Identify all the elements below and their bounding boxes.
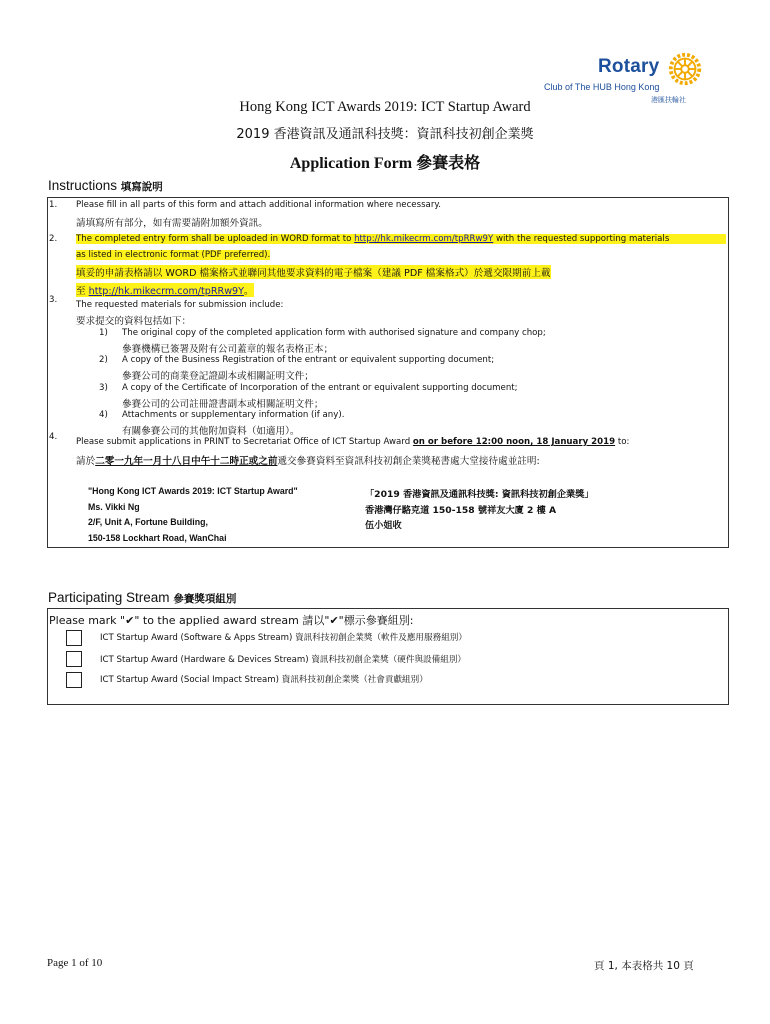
stream-checkbox-hardware[interactable] (66, 651, 82, 667)
sub-number: 1) (99, 328, 108, 338)
club-name: Club of The HUB Hong Kong (544, 82, 660, 92)
sub-number: 3) (99, 383, 108, 393)
address-en-line: 150-158 Lockhart Road, WanChai (88, 533, 227, 543)
address-en-line: "Hong Kong ICT Awards 2019: ICT Startup Award" (88, 486, 298, 496)
checkmark-icon: ✔ (125, 614, 135, 627)
page-number-en: Page 1 of 10 (47, 957, 103, 969)
stream-checkbox-software[interactable] (66, 630, 82, 646)
rotary-logo-text: Rotary (598, 56, 660, 77)
title-zh: 2019 香港資訊及通訊科技獎：資訊科技初創企業獎 (236, 127, 534, 142)
instruction-1-zh: 請填寫所有部分，如有需要請附加額外資訊。 (76, 218, 268, 229)
sub-number: 4) (99, 410, 108, 420)
upload-link[interactable]: http://hk.mikecrm.com/tpRRw9Y (354, 234, 494, 244)
sub-number: 2) (99, 355, 108, 365)
instruction-4-en: Please submit applications in PRINT to Secretariat Office of ICT Startup Award on or before 12:00 noon, 18 January 2019 to: (76, 437, 630, 447)
rotary-wheel-icon (666, 50, 704, 88)
item-number: 4. (49, 432, 58, 442)
sub-item-3-en: A copy of the Certificate of Incorporation of the entrant or equivalent supporting document; (122, 383, 518, 393)
sub-item-1-en: The original copy of the completed application form with authorised signature and company chop; (122, 328, 546, 338)
title-en: Hong Kong ICT Awards 2019: ICT Startup Award (239, 99, 531, 115)
address-en-line: Ms. Vikki Ng (88, 502, 140, 512)
item-number: 3. (49, 295, 58, 305)
instruction-2-zh-cont: 至 http://hk.mikecrm.com/tpRRw9Y。 (76, 283, 254, 297)
upload-link-zh[interactable]: http://hk.mikecrm.com/tpRRw9Y (88, 286, 245, 297)
item-number: 1. (49, 200, 58, 210)
stream-option-social: ICT Startup Award (Social Impact Stream) 資訊科技初創企業獎（社會貢獻組別） (100, 675, 428, 685)
address-zh-line: 伍小姐收 (365, 520, 402, 531)
club-name-zh: 港匯扶輪社 (651, 96, 686, 104)
sub-item-3-zh: 參賽公司的公司註冊證書副本或相關証明文件； (122, 399, 324, 410)
stream-checkbox-social[interactable] (66, 672, 82, 688)
sub-item-1-zh: 參賽機構已簽署及附有公司蓋章的報名表格正本； (122, 344, 334, 355)
instruction-2-zh: 填妥的申請表格請以 WORD 檔案格式並聯同其他要求資料的電子檔案（建議 PDF 檔案格式）於遞交限期前上載 (76, 265, 551, 279)
address-en-line: 2/F, Unit A, Fortune Building, (88, 517, 208, 527)
instruction-2-en: The completed entry form shall be uploaded in WORD format to http://hk.mikecrm.com/tpRRw9Y with the requested supporting materials (76, 234, 726, 244)
page-number-zh: 頁 1, 本表格共 10 頁 (594, 960, 694, 972)
sub-item-2-zh: 參賽公司的商業登記證副本或相關証明文件； (122, 371, 314, 382)
stream-option-hardware: ICT Startup Award (Hardware & Devices Stream) 資訊科技初創企業獎（硬件與設備組別） (100, 655, 467, 665)
instruction-3-en: The requested materials for submission include: (76, 300, 284, 310)
address-zh-line: 香港灣仔駱克道 150-158 號祥友大廈 2 樓 A (365, 505, 557, 516)
sub-item-2-en: A copy of the Business Registration of the entrant or equivalent supporting document; (122, 355, 495, 365)
instruction-3-zh: 要求提交的資料包括如下： (76, 316, 192, 327)
stream-option-software: ICT Startup Award (Software & Apps Stream) 資訊科技初創企業獎（軟件及應用服務組別） (100, 633, 467, 643)
instruction-4-zh: 請於二零一九年一月十八日中午十二時正或之前遞交參賽資料至資訊科技初創企業獎秘書處大堂接待處並註明: (76, 456, 540, 467)
stream-prompt: Please mark "✔" to the applied award stream 請以"✔"標示參賽組別: (49, 614, 414, 627)
instruction-2-en-cont: as listed in electronic format (PDF preferred). (76, 250, 271, 260)
instructions-heading: Instructions 填寫說明 (48, 178, 163, 193)
sub-item-4-zh: 有關參賽公司的其他附加資料（如適用）。 (122, 426, 300, 437)
checkmark-icon: ✔ (329, 614, 339, 627)
sub-item-4-en: Attachments or supplementary information (if any). (122, 410, 345, 420)
instruction-1-en: Please fill in all parts of this form and attach additional information where necessary. (76, 200, 441, 210)
stream-heading: Participating Stream 參賽獎項組別 (48, 590, 237, 605)
item-number: 2. (49, 234, 58, 244)
form-title: Application Form 參賽表格 (289, 155, 481, 172)
address-zh-line: 「2019 香港資訊及通訊科技獎: 資訊科技初創企業獎」 (365, 489, 594, 500)
